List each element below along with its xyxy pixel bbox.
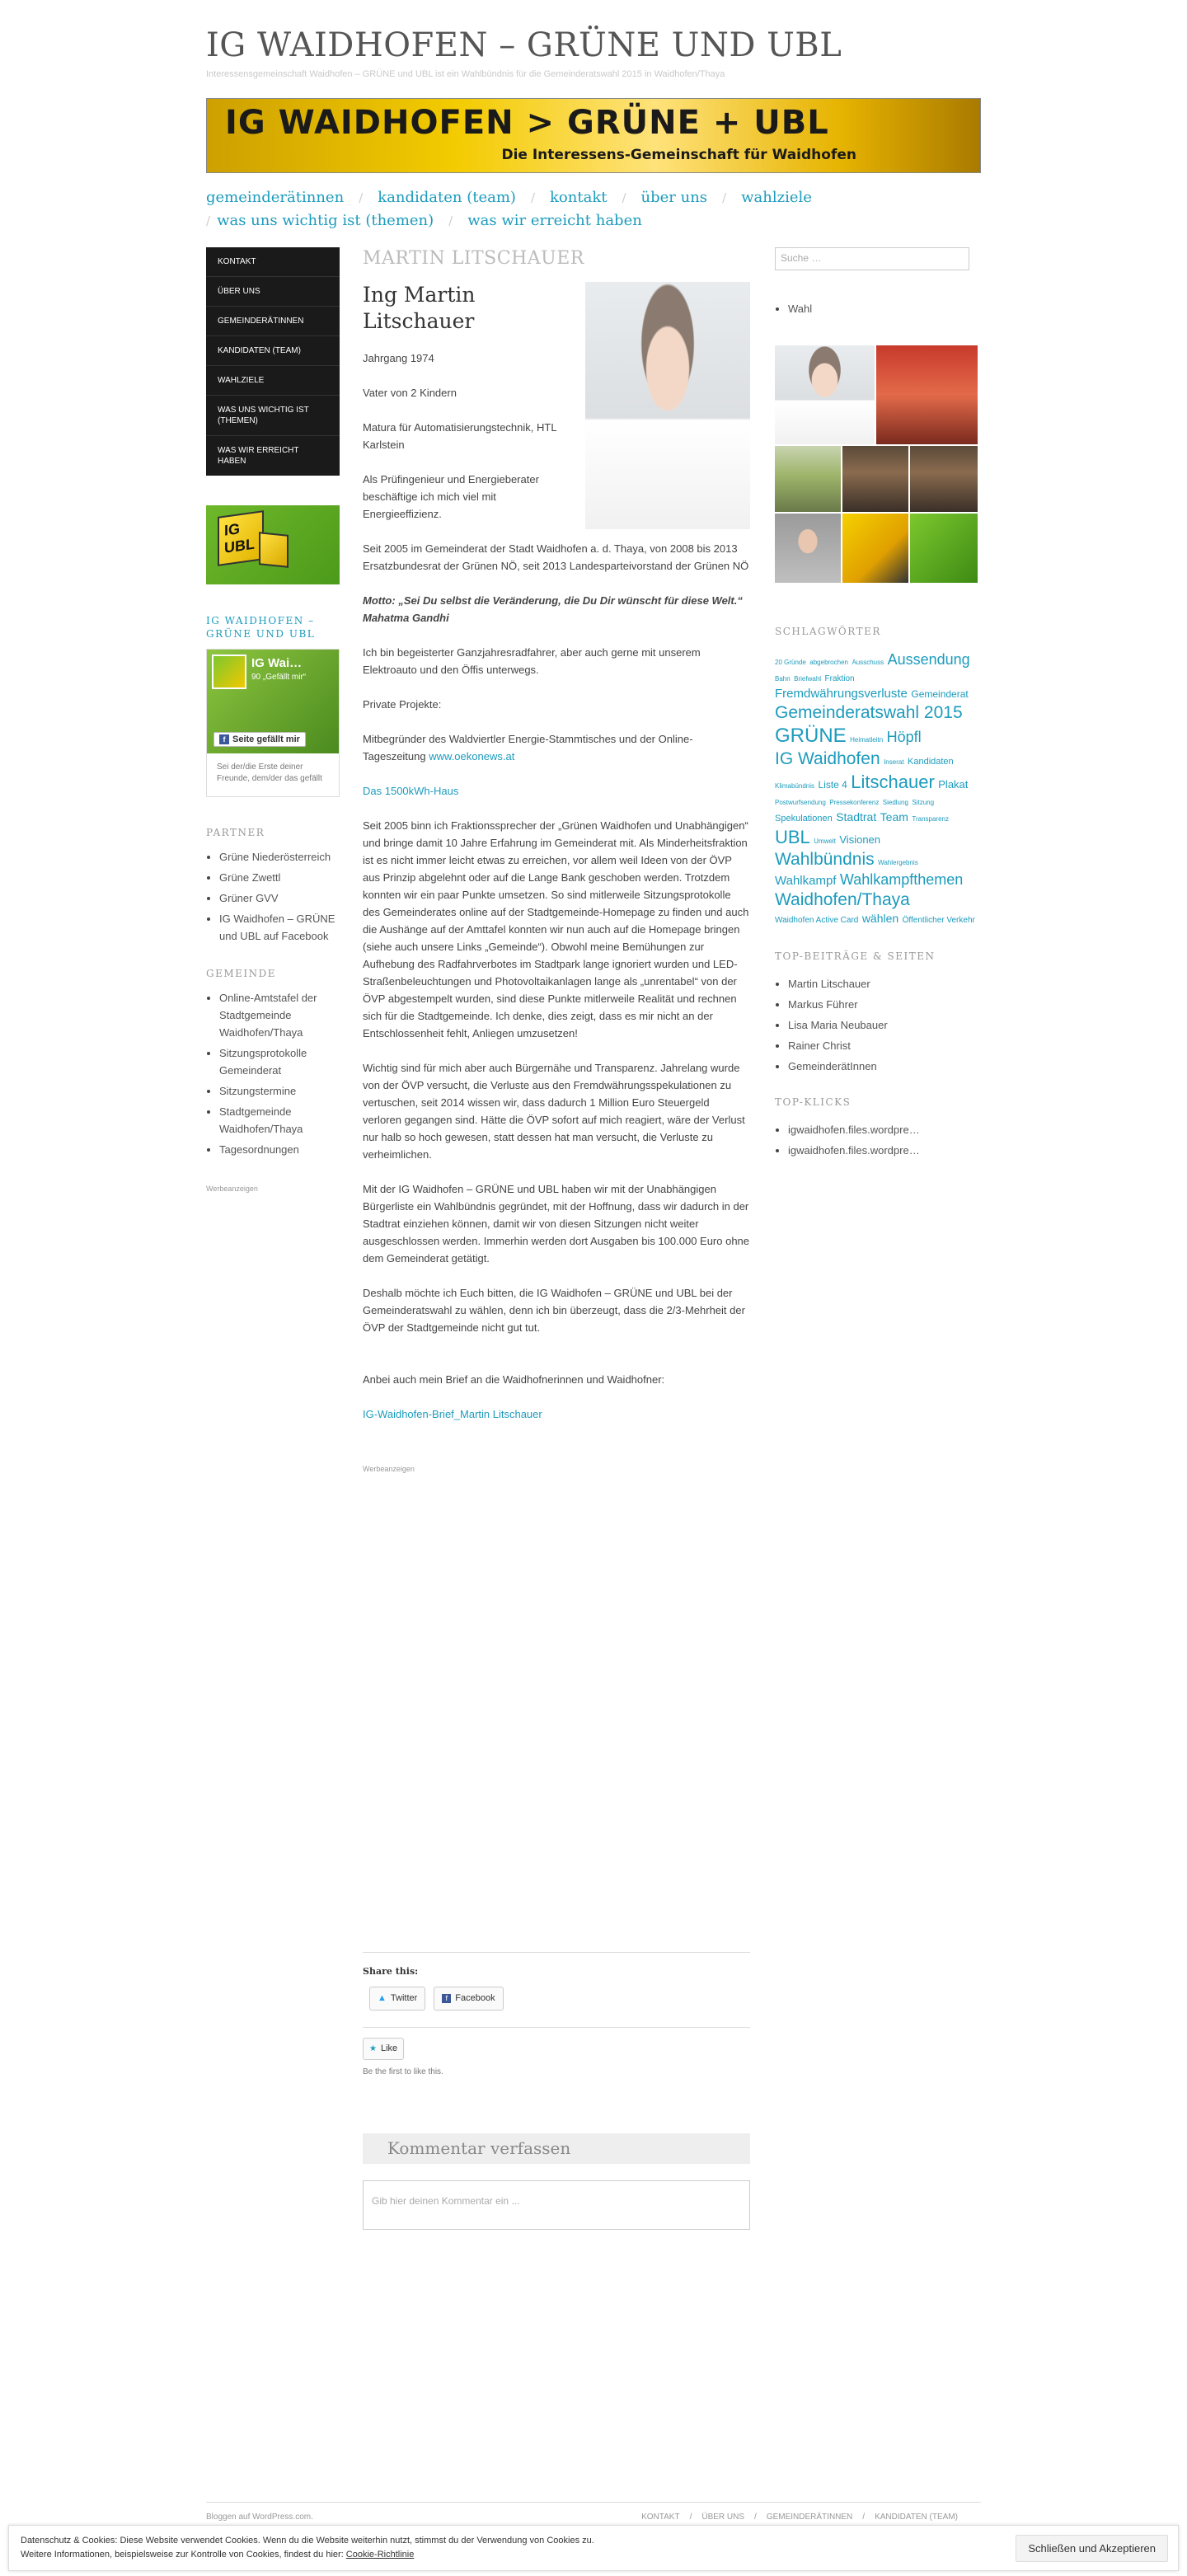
top-click-link[interactable]: igwaidhofen.files.wordpre… — [788, 1144, 920, 1157]
tag-link[interactable]: Transparenz — [912, 815, 949, 823]
top-post-link[interactable]: GemeinderätInnen — [788, 1060, 877, 1072]
gallery-photo[interactable] — [842, 446, 908, 512]
facebook-page-likes: 90 „Gefällt mir“ — [251, 673, 307, 682]
top-click-link[interactable]: igwaidhofen.files.wordpre… — [788, 1124, 920, 1136]
cookie-accept-button[interactable]: Schließen und Akzeptieren — [1016, 2535, 1168, 2562]
cookie-line-1: Datenschutz & Cookies: Diese Website verwendet Cookies. Wenn du die Website weiterhin nutzt, stimmst du der Verwendung von Cookies zu. — [21, 2536, 594, 2546]
cookie-line-2 — [21, 2548, 594, 2562]
gallery-photo[interactable] — [910, 446, 978, 512]
list-item[interactable] — [219, 889, 340, 907]
nav-kandidaten[interactable]: kandidaten (team) — [378, 189, 516, 206]
banner-subtitle: Die Interessens-Gemeinschaft für Waidhofen — [501, 147, 856, 163]
search-input[interactable]: Suche … — [775, 247, 969, 270]
list-item[interactable] — [788, 300, 981, 317]
share-twitter-button[interactable] — [369, 1987, 425, 2011]
tag-link[interactable]: Gemeinderatswahl 2015 — [775, 703, 963, 722]
paragraph: Vater von 2 Kindern — [363, 387, 457, 399]
list-item[interactable] — [219, 869, 340, 886]
ig-ubl-logo[interactable] — [206, 505, 340, 584]
footer-credit[interactable]: Bloggen auf WordPress.com. — [206, 2513, 313, 2522]
share-section — [363, 1952, 750, 2011]
facebook-widget-title[interactable]: IG WAIDHOFEN – GRÜNE UND UBL — [206, 615, 316, 640]
category-list — [775, 300, 981, 317]
tag-link[interactable]: Fraktion — [824, 674, 855, 683]
tag-link[interactable]: Umwelt — [814, 838, 836, 845]
top-clicks-list — [775, 1121, 981, 1159]
motto-label: Motto: — [363, 594, 396, 607]
sidebar-item-gemeinderaetinnen[interactable]: GEMEINDERÄTINNEN — [206, 307, 340, 336]
tag-link[interactable]: Litschauer — [851, 771, 935, 792]
list-item[interactable] — [788, 1058, 981, 1075]
like-note: Be the first to like this. — [363, 2067, 443, 2076]
gemeinde-link-termine[interactable]: Sitzungstermine — [219, 1085, 297, 1097]
paragraph: Als Prüfingenieur und Energieberater beschäftige ich mich viel mit Energieeffizienz. — [363, 473, 539, 520]
tag-link[interactable]: Liste 4 — [818, 778, 847, 791]
tag-link[interactable]: Stadtrat — [836, 810, 877, 823]
facebook-page-name: IG Wai… — [251, 656, 303, 670]
logo-cube-text: IG UBL — [224, 520, 255, 556]
logo-cube — [218, 510, 264, 566]
sidebar-item-kandidaten[interactable]: KANDIDATEN (TEAM) — [206, 336, 340, 366]
tag-link[interactable]: Wahlbündnis — [775, 849, 875, 869]
cookie-text — [21, 2534, 594, 2562]
post-heading: Ing Martin Litschauer — [363, 283, 476, 333]
tag-link[interactable]: Postwurfsendung — [775, 799, 826, 806]
gallery-photo[interactable] — [775, 345, 875, 444]
list-item[interactable] — [219, 848, 340, 866]
motto-text: „Sei Du selbst die Veränderung, die Du Dir wünscht für diese Welt.“ Mahatma Gandhi — [363, 594, 743, 624]
list-item[interactable] — [219, 1141, 340, 1158]
nav-separator: / — [622, 190, 626, 205]
list-item[interactable] — [788, 1121, 981, 1138]
gemeinde-widget-title: GEMEINDE — [206, 968, 277, 979]
right-sidebar — [775, 247, 981, 1162]
tag-link[interactable]: Waidhofen/Thaya — [775, 889, 910, 909]
tag-link[interactable]: Team — [880, 810, 908, 823]
like-label: Like — [380, 2043, 398, 2053]
nav-separator: / — [530, 190, 536, 205]
facebook-page-avatar — [212, 655, 246, 689]
gallery-photo[interactable] — [775, 514, 841, 583]
paragraph: Wichtig sind für mich aber auch Bürgernähe und Transparenz. Jahrelang wurde von der ÖVP versucht, die Verluste aus den Fremdwährungsspekulationen zu vertuschen, seit 2014 wissen wir, dass dadurch 1 Million Euro Steuergeld verloren gegangen sind. Hätte die ÖVP sofort auf mich reagiert, wäre der Verlust nur halb so hoch gewesen, statt dessen hat man versucht, die Verluste zu verheimlichen. — [363, 1062, 745, 1161]
footer-link-gemeinderaetinnen[interactable]: GEMEINDERÄTINNEN — [766, 2513, 853, 2522]
top-posts-list — [775, 975, 981, 1075]
tag-link[interactable]: Plakat — [938, 777, 969, 791]
facebook-icon: f — [219, 734, 229, 744]
top-post-link[interactable]: Markus Führer — [788, 998, 858, 1011]
footer-separator: / — [862, 2513, 866, 2522]
paragraph: Seit 2005 im Gemeinderat der Stadt Waidhofen a. d. Thaya, von 2008 bis 2013 Ersatzbundesrat der Grünen NÖ, seit 2013 Landesparteivorstand der Grünen NÖ — [363, 542, 749, 572]
comment-input[interactable]: Gib hier deinen Kommentar ein ... — [363, 2180, 750, 2230]
share-twitter-label: Twitter — [390, 1993, 418, 2003]
gemeinde-link-protokolle[interactable]: Sitzungsprotokolle Gemeinderat — [219, 1047, 307, 1077]
list-item[interactable] — [219, 989, 340, 1041]
nav-erreicht[interactable]: was wir erreicht haben — [467, 212, 642, 229]
partner-widget-title: PARTNER — [206, 827, 265, 838]
gallery-photo[interactable] — [910, 514, 978, 583]
header-banner[interactable] — [206, 98, 981, 173]
gallery-photo[interactable] — [842, 514, 908, 583]
tag-link[interactable]: 20 Gründe — [775, 659, 806, 666]
twitter-icon: ▲ — [378, 1993, 387, 2003]
tag-link[interactable]: Ausschuss — [852, 659, 884, 666]
site-footer — [206, 2502, 981, 2522]
tag-link[interactable]: Kandidaten — [908, 757, 954, 767]
top-post-link[interactable]: Lisa Maria Neubauer — [788, 1019, 888, 1031]
list-item[interactable] — [219, 910, 340, 945]
nav-kontakt[interactable]: kontakt — [550, 189, 608, 206]
nav-separator: / — [448, 213, 453, 228]
like-section — [363, 2027, 750, 2081]
portrait-photo[interactable] — [585, 282, 750, 529]
gemeinde-link-amtstafel[interactable]: Online-Amtstafel der Stadtgemeinde Waidhofen/Thaya — [219, 992, 317, 1039]
footer-link-ueber-uns[interactable]: ÜBER UNS — [701, 2513, 745, 2522]
tag-link[interactable]: Waidhofen Active Card — [775, 916, 859, 925]
footer-link-kandidaten[interactable]: KANDIDATEN (TEAM) — [875, 2513, 958, 2522]
facebook-page-cover[interactable] — [207, 650, 339, 753]
paragraph — [363, 730, 750, 765]
banner-title: IG WAIDHOFEN > GRÜNE + UBL — [225, 104, 829, 142]
list-item[interactable] — [788, 1016, 981, 1034]
top-post-link[interactable]: Rainer Christ — [788, 1039, 851, 1052]
share-facebook-button[interactable] — [434, 1987, 503, 2011]
post-content — [363, 247, 750, 2230]
paragraph: Deshalb möchte ich Euch bitten, die IG Waidhofen – GRÜNE und UBL bei der Gemeinderatswahl zu wählen, denn ich bin überzeugt, dass die 2/3-Mehrheit der ÖVP der Stadtgemeinde nicht gut tut. — [363, 1287, 745, 1334]
footer-nav — [641, 2513, 958, 2522]
haus-link[interactable]: Das 1500kWh-Haus — [363, 785, 459, 797]
image-gallery — [775, 345, 978, 584]
top-clicks-title: TOP-KLICKS — [775, 1096, 852, 1108]
star-icon: ★ — [369, 2044, 377, 2053]
tag-link[interactable]: Inserat — [884, 758, 904, 767]
nav-separator: / — [722, 190, 727, 205]
paragraph: Seit 2005 binn ich Fraktionssprecher der „Grünen Waidhofen und Unabhängigen“ und bringe damit 10 Jahre Erfahrung im Gemeinderat mit. Als Minderheitsfraktion ist es nicht immer leicht etwas zu erreichen, vor allem weil Ideen von der ÖVP aus Prinzip abgelehnt oder auf die Lange Bank geschoben werden. Trotzdem konnten wir ein paar Punkte umsetzen. So sind mitlerweile Sitzungsprotokolle des Gemeinderates online auf der Stadtgemeinde-Homepage zu finden und auch die Aushänge auf der Amttafel konnten wir nun auch auf die Homepage bringen (siehe auch unsere Links „Gemeinde“). Obwohl meine Bemühungen zur Aufhebung des Radfahrverbotes im Stadtpark lange ignoriert wurden und LED-Straßenbeleuchtungen und Photovoltaikanlagen lange als „unrentabel“ von der ÖVP abgestempelt wurden, sind diese Punkte mitlerweile Realität und rechnen sich für die Stadtgemeinde. Ich denke, dies zeigt, dass es mir nicht an der Entschlossenheit fehlt, Anliegen umzusetzen! — [363, 819, 749, 1039]
tag-link[interactable]: UBL — [775, 827, 810, 847]
list-item[interactable] — [219, 1044, 340, 1079]
partner-link-facebook[interactable]: IG Waidhofen – GRÜNE und UBL auf Facebook — [219, 913, 335, 942]
list-item[interactable] — [788, 996, 981, 1013]
tag-link[interactable]: Bahn — [775, 675, 791, 683]
partner-link-gruene-zwettl[interactable]: Grüne Zwettl — [219, 871, 281, 884]
tag-link[interactable]: Spekulationen — [775, 814, 833, 823]
brief-link[interactable]: IG-Waidhofen-Brief_Martin Litschauer — [363, 1408, 542, 1420]
paragraph: Ich bin begeisterter Ganzjahresradfahrer, aber auch gerne mit unserem Elektroauto und den Öffis unterwegs. — [363, 646, 701, 676]
tag-link[interactable]: Siedlung — [882, 799, 908, 806]
tag-link[interactable]: Heimatleitn — [850, 736, 884, 744]
comment-title: Kommentar verfassen — [363, 2133, 750, 2164]
tag-link[interactable]: Höpfl — [886, 729, 922, 746]
category-link-wahl[interactable]: Wahl — [788, 303, 813, 315]
tag-link[interactable]: Öffentlicher Verkehr — [902, 916, 975, 925]
tag-link[interactable]: wählen — [861, 912, 899, 925]
nav-separator: / — [359, 190, 364, 205]
gemeinde-list — [206, 989, 340, 1158]
tag-link[interactable]: Pressekonferenz — [829, 799, 880, 806]
nav-gemeinderaetinnen[interactable]: gemeinderätinnen — [206, 189, 345, 206]
paragraph: Matura für Automatisierungstechnik, HTL Karlstein — [363, 421, 557, 451]
logo-cube-small — [259, 532, 289, 568]
tag-link[interactable]: Wahlkampfthemen — [839, 870, 964, 888]
main-navigation — [206, 186, 981, 232]
list-item[interactable] — [788, 975, 981, 992]
partner-list — [206, 848, 340, 945]
nav-ueber-uns[interactable]: über uns — [640, 189, 708, 206]
paragraph-text: Mitbegründer des Waldviertler Energie-Stammtisches und der Online-Tageszeitung — [363, 733, 693, 762]
sidebar-item-ueber-uns[interactable]: ÜBER UNS — [206, 277, 340, 307]
tag-link[interactable]: IG Waidhofen — [775, 749, 880, 769]
like-button[interactable] — [363, 2038, 404, 2060]
facebook-note: Sei der/die Erste deiner Freunde, dem/der das gefällt — [207, 753, 339, 796]
tag-link[interactable]: Gemeinderat — [911, 688, 969, 700]
tag-link[interactable]: Klimabündnis — [775, 781, 815, 790]
ad-space — [363, 1478, 750, 1952]
paragraph: Jahrgang 1974 — [363, 352, 434, 364]
sidebar-menu — [206, 247, 340, 476]
tag-cloud — [775, 650, 978, 927]
nav-separator: / — [206, 213, 211, 228]
tag-link[interactable]: Sitzung — [912, 799, 935, 806]
sidebar-item-wahlziele[interactable]: WAHLZIELE — [206, 366, 340, 396]
site-description: Interessensgemeinschaft Waidhofen – GRÜNE und UBL ist ein Wahlbündnis für die Gemeinderatswahl 2015 in Waidhofen/Thaya — [206, 69, 725, 79]
partner-link-gruener-gvv[interactable]: Grüner GVV — [219, 892, 279, 904]
facebook-like-page-label: Seite gefällt mir — [232, 734, 300, 744]
left-sidebar — [206, 247, 340, 1193]
ads-label: Werbeanzeigen — [363, 1465, 415, 1473]
top-post-link[interactable]: Martin Litschauer — [788, 978, 870, 990]
top-posts-title: TOP-BEITRÄGE & SEITEN — [775, 950, 936, 962]
cookie-line-2-text: Weitere Informationen, beispielsweise zur Kontrolle von Cookies, findest du hier: — [21, 2550, 344, 2560]
tag-link[interactable]: GRÜNE — [775, 725, 847, 748]
facebook-icon: f — [442, 1994, 451, 2003]
tag-link[interactable]: Briefwahl — [794, 675, 822, 683]
list-item[interactable] — [788, 1037, 981, 1054]
tag-link[interactable]: abgebrochen — [809, 659, 848, 666]
ads-label: Werbeanzeigen — [206, 1185, 258, 1193]
partner-link-gruene-noe[interactable]: Grüne Niederösterreich — [219, 851, 331, 863]
list-item[interactable] — [219, 1103, 340, 1138]
share-title: Share this: — [363, 1966, 419, 1977]
nav-wahlziele[interactable]: wahlziele — [741, 189, 812, 206]
nav-themen[interactable]: was uns wichtig ist (themen) — [217, 212, 434, 229]
sidebar-item-erreicht[interactable]: WAS WIR ERREICHT HABEN — [218, 446, 299, 466]
tags-widget-title: SCHLAGWÖRTER — [775, 626, 881, 637]
facebook-like-page-button[interactable] — [213, 732, 306, 747]
gallery-photo[interactable] — [775, 446, 841, 512]
footer-link-kontakt[interactable]: KONTAKT — [641, 2513, 680, 2522]
gemeinde-link-tagesordnungen[interactable]: Tagesordnungen — [219, 1143, 299, 1156]
footer-separator: / — [754, 2513, 757, 2522]
cookie-banner — [8, 2525, 1179, 2571]
facebook-widget — [206, 649, 340, 797]
tag-link[interactable]: Visionen — [839, 833, 881, 846]
list-item[interactable] — [219, 1082, 340, 1100]
gemeinde-link-stadtgemeinde[interactable]: Stadtgemeinde Waidhofen/Thaya — [219, 1105, 303, 1135]
tag-link[interactable]: Fremdwährungsverluste — [775, 687, 908, 701]
share-facebook-label: Facebook — [455, 1993, 495, 2003]
footer-separator: / — [689, 2513, 692, 2522]
motto — [363, 592, 750, 626]
post-title[interactable]: MARTIN LITSCHAUER — [363, 248, 584, 269]
paragraph: Mit der IG Waidhofen – GRÜNE und UBL haben wir mit der Unabhängigen Bürgerliste ein Wahlbündnis gegründet, mit der Hoffnung, dass wir dadurch in der Stadtrat einziehen können, damit wir von diesen Sitzungen nicht weiter ausgeschlossen werden. Immerhin werden dort Ausgaben bis 100.000 Euro ohne dem Gemeinderat getätigt. — [363, 1183, 750, 1265]
paragraph: Anbei auch mein Brief an die Waidhofnerinnen und Waidhofner: — [363, 1373, 665, 1386]
tag-link[interactable]: Wahlkampf — [775, 873, 837, 888]
gallery-photo[interactable] — [876, 345, 978, 444]
oekonews-link[interactable]: www.oekonews.at — [429, 750, 515, 762]
sidebar-item-kontakt[interactable]: KONTAKT — [206, 247, 340, 277]
tag-link[interactable]: Aussendung — [887, 651, 970, 668]
list-item[interactable] — [788, 1142, 981, 1159]
tag-link[interactable]: Wahlergebnis — [878, 858, 918, 866]
sidebar-item-themen[interactable]: WAS UNS WICHTIG IST (THEMEN) — [206, 396, 340, 436]
cookie-policy-link[interactable]: Cookie-Richtlinie — [345, 2550, 415, 2560]
site-title[interactable]: IG WAIDHOFEN – GRÜNE UND UBL — [206, 26, 842, 64]
paragraph: Private Projekte: — [363, 698, 442, 711]
